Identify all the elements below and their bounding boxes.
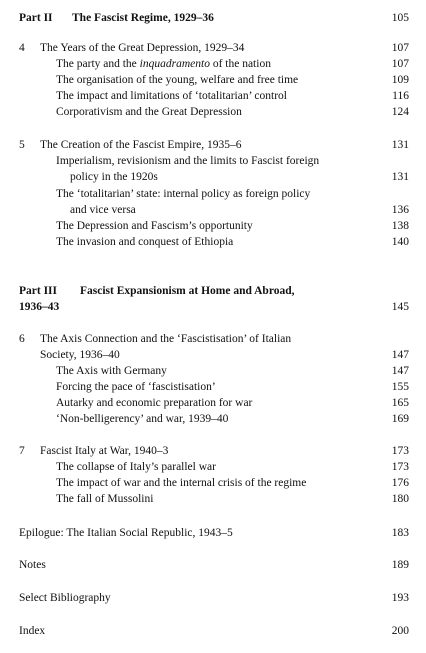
page-number: 116 — [392, 90, 409, 102]
section-title: The collapse of Italy’s parallel war — [56, 461, 216, 473]
page-number: 107 — [391, 58, 409, 70]
part-title: The Fascist Regime, 1929–36 — [72, 12, 214, 24]
page-number: 169 — [391, 413, 409, 425]
chapter-title: Fascist Italy at War, 1940–3 — [40, 445, 169, 457]
page-number: 109 — [391, 74, 409, 86]
toc-section-entry[interactable] — [0, 381, 426, 396]
toc-section-entry-continued[interactable] — [0, 171, 426, 186]
chapter-title: The Creation of the Fascist Empire, 1935–6 — [40, 139, 242, 151]
toc-section-entry-continued[interactable] — [0, 204, 426, 219]
page-number: 155 — [391, 381, 409, 393]
page-number: 124 — [391, 106, 409, 118]
page-number: 189 — [391, 559, 409, 571]
toc-section-entry[interactable] — [0, 365, 426, 380]
part-title: Fascist Expansionism at Home and Abroad, — [80, 285, 295, 297]
page-number: 180 — [391, 493, 409, 505]
section-title: Imperialism, revisionism and the limits to Fascist foreign — [56, 155, 320, 167]
toc-section-entry[interactable] — [0, 461, 426, 476]
entry-title: Epilogue: The Italian Social Republic, 1943–5 — [19, 527, 233, 539]
section-title: The impact and limitations of ‘totalitarian’ control — [56, 90, 287, 102]
section-title — [56, 58, 271, 70]
section-title: Forcing the pace of ‘fascistisation’ — [56, 381, 216, 393]
part-label: Part II — [19, 12, 53, 24]
toc-bibliography-entry[interactable] — [0, 592, 426, 607]
toc-section-entry[interactable] — [0, 155, 426, 170]
toc-section-entry[interactable] — [0, 397, 426, 412]
toc-chapter-entry[interactable] — [0, 139, 426, 154]
page-number: 165 — [391, 397, 409, 409]
section-title: The fall of Mussolini — [56, 493, 154, 505]
page-number: 136 — [391, 204, 409, 216]
page-number: 138 — [391, 220, 409, 232]
section-title: ‘Non-belligerency’ and war, 1939–40 — [56, 413, 229, 425]
toc-section-entry[interactable] — [0, 188, 426, 203]
section-title-part: of the nation — [209, 58, 271, 70]
toc-section-entry[interactable] — [0, 493, 426, 508]
toc-section-entry[interactable] — [0, 90, 426, 105]
section-title: The Depression and Fascism’s opportunity — [56, 220, 253, 232]
chapter-title: The Years of the Great Depression, 1929–34 — [40, 42, 245, 54]
toc-section-entry[interactable] — [0, 413, 426, 428]
page-number: 200 — [391, 625, 409, 637]
page-number: 193 — [391, 592, 409, 604]
section-title: Autarky and economic preparation for war — [56, 397, 253, 409]
chapter-number: 7 — [19, 445, 25, 457]
toc-part-heading[interactable] — [0, 12, 426, 27]
section-title: The impact of war and the internal crisis of the regime — [56, 477, 307, 489]
page-number: 107 — [391, 42, 409, 54]
toc-part-heading-continued[interactable] — [0, 301, 426, 316]
section-title-emphasis: inquadramento — [139, 58, 210, 70]
entry-title: Notes — [19, 559, 46, 571]
toc-section-entry[interactable] — [0, 477, 426, 492]
page-number: 140 — [391, 236, 409, 248]
toc-chapter-entry[interactable] — [0, 333, 426, 348]
part-title-continuation: 1936–43 — [19, 301, 60, 313]
section-title-part: The party and the — [56, 58, 140, 70]
toc-epilogue-entry[interactable] — [0, 527, 426, 542]
page-number: 183 — [391, 527, 409, 539]
toc-section-entry[interactable] — [0, 236, 426, 251]
toc-notes-entry[interactable] — [0, 559, 426, 574]
chapter-number: 6 — [19, 333, 25, 345]
page-number: 147 — [391, 365, 409, 377]
toc-section-entry[interactable] — [0, 106, 426, 121]
section-title: The invasion and conquest of Ethiopia — [56, 236, 234, 248]
toc-chapter-entry-continued[interactable] — [0, 349, 426, 364]
section-title: The organisation of the young, welfare and free time — [56, 74, 299, 86]
toc-section-entry[interactable] — [0, 58, 426, 73]
page-number: 147 — [391, 349, 409, 361]
page-number: 173 — [391, 445, 409, 457]
part-label: Part III — [19, 285, 58, 297]
page-number: 131 — [391, 171, 409, 183]
entry-title: Index — [19, 625, 46, 637]
chapter-number: 5 — [19, 139, 25, 151]
section-title-continuation: and vice versa — [70, 204, 136, 216]
page-number: 131 — [391, 139, 409, 151]
entry-title: Select Bibliography — [19, 592, 111, 604]
page-number: 176 — [391, 477, 409, 489]
chapter-title-continuation: Society, 1936–40 — [40, 349, 120, 361]
toc-part-heading[interactable] — [0, 285, 426, 300]
section-title: The ‘totalitarian’ state: internal policy as foreign policy — [56, 188, 311, 200]
toc-section-entry[interactable] — [0, 74, 426, 89]
page-number: 173 — [391, 461, 409, 473]
toc-chapter-entry[interactable] — [0, 445, 426, 460]
page-number: 105 — [391, 12, 409, 24]
section-title: The Axis with Germany — [56, 365, 167, 377]
chapter-title: The Axis Connection and the ‘Fascistisation’ of Italian — [40, 333, 292, 345]
section-title-continuation: policy in the 1920s — [70, 171, 158, 183]
toc-section-entry[interactable] — [0, 220, 426, 235]
chapter-number: 4 — [19, 42, 25, 54]
toc-index-entry[interactable] — [0, 625, 426, 640]
section-title: Corporativism and the Great Depression — [56, 106, 242, 118]
page-number: 145 — [391, 301, 409, 313]
toc-chapter-entry[interactable] — [0, 42, 426, 57]
